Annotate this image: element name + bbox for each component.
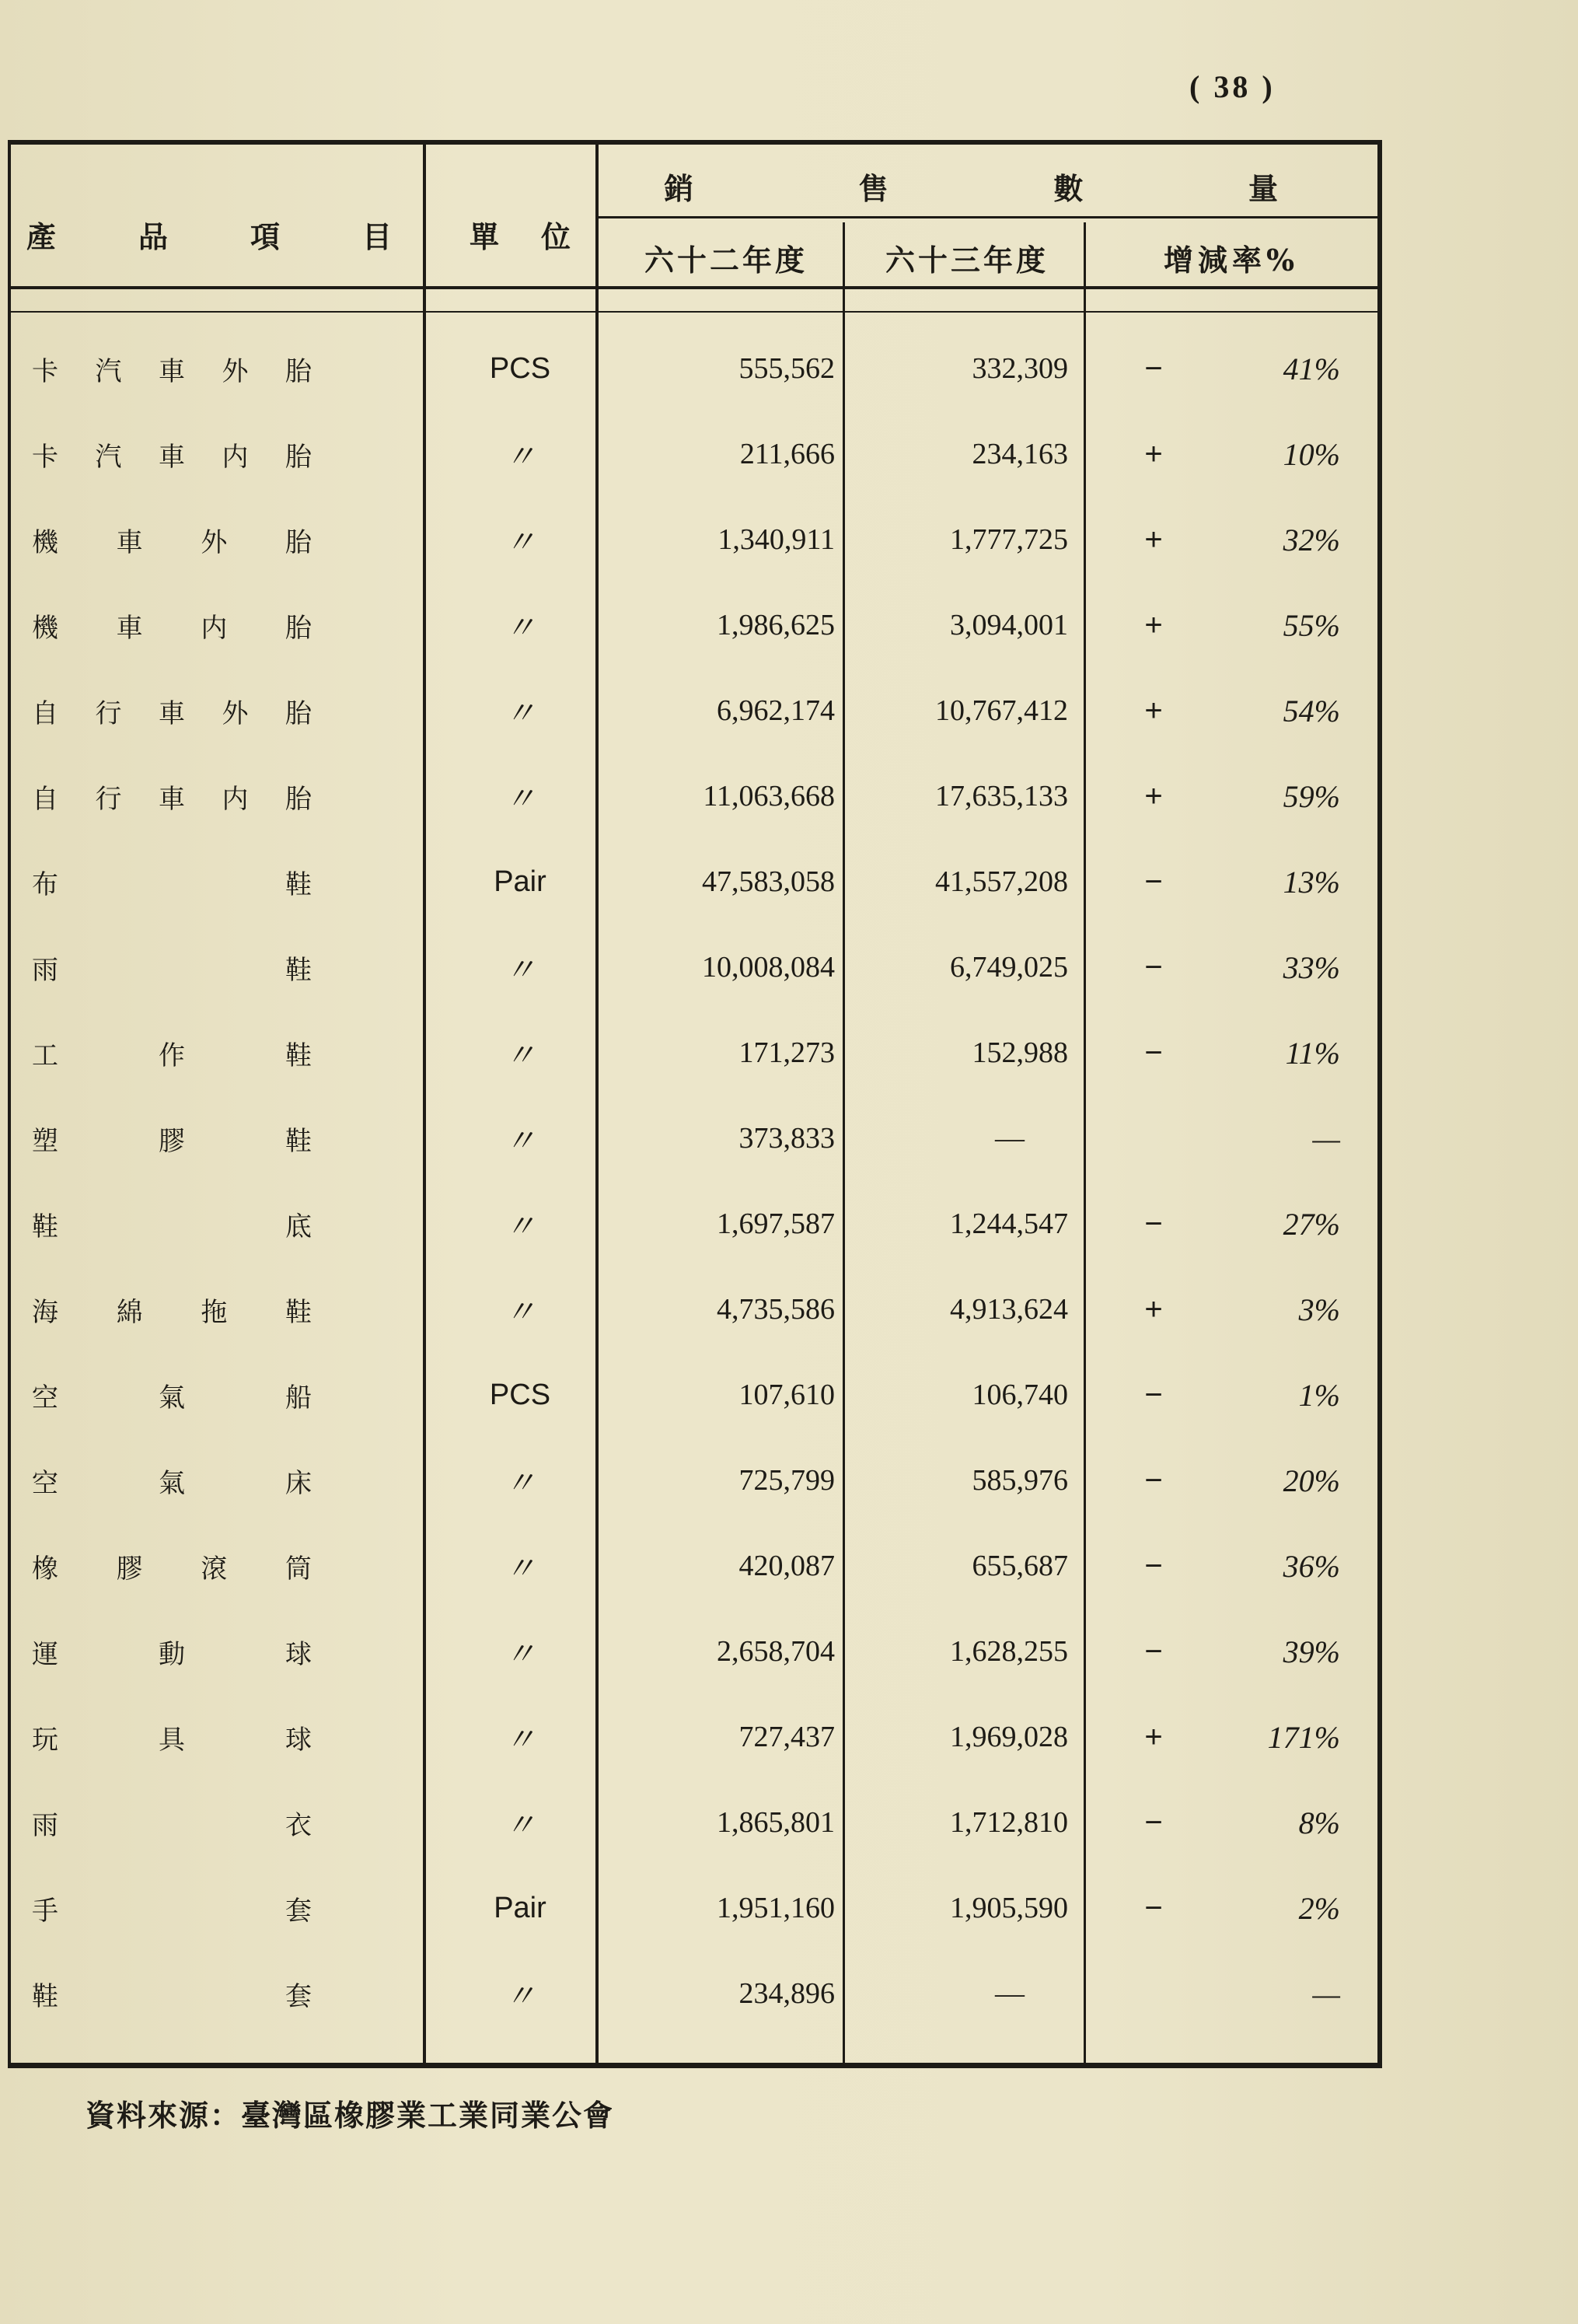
row-change-sign: − (1144, 864, 1163, 899)
header-product: 產 品 項 目 (26, 219, 392, 254)
row-product-name: 橡 膠 滾 筒 (32, 1553, 312, 1585)
header-bottom-line-2 (11, 311, 1377, 313)
row-unit: 〃 (504, 524, 536, 561)
row-unit: 〃 (504, 1807, 536, 1843)
row-sales-year62: 171,273 (738, 1036, 835, 1069)
row-sales-year63: 10,767,412 (935, 694, 1068, 727)
row-product-name: 工 作 鞋 (32, 1040, 312, 1071)
row-change-rate: 39% (1283, 1634, 1340, 1669)
row-sales-year62: 2,658,704 (717, 1635, 835, 1668)
row-change-rate: 54% (1283, 693, 1340, 729)
row-sales-year63: 152,988 (972, 1036, 1068, 1069)
row-sales-year63: 1,777,725 (950, 523, 1068, 556)
row-change-sign: − (1144, 1377, 1163, 1412)
row-change-rate: — (1312, 1976, 1340, 2011)
row-product-name: 自 行 車 外 胎 (32, 697, 312, 729)
row-sales-year62: 373,833 (738, 1122, 835, 1155)
row-change-sign (1122, 1115, 1185, 1162)
row-sales-year62: 47,583,058 (702, 865, 835, 898)
row-sales-year62: 727,437 (738, 1721, 835, 1753)
row-change-sign: + (1144, 1719, 1163, 1754)
row-product-name: 雨 鞋 (32, 954, 312, 986)
row-product-name: 塑 膠 鞋 (32, 1125, 312, 1157)
row-unit: 〃 (504, 695, 536, 732)
row-change-rate: 59% (1283, 778, 1340, 814)
row-sales-year62: 725,799 (738, 1464, 835, 1497)
col-divider-year62 (843, 222, 845, 2065)
row-sales-year63: — (995, 1977, 1025, 2010)
header-unit: 單 位 (470, 219, 571, 254)
row-sales-year63: 3,094,001 (950, 609, 1068, 641)
row-product-name: 機 車 内 胎 (32, 612, 312, 644)
row-change-rate: 20% (1283, 1463, 1340, 1498)
row-unit: 〃 (504, 1208, 536, 1245)
row-sales-year63: 332,309 (972, 352, 1068, 385)
row-change-sign: − (1144, 1035, 1163, 1070)
row-change-sign: + (1144, 436, 1163, 471)
row-sales-year63: 1,244,547 (950, 1207, 1068, 1240)
col-divider-product (423, 145, 426, 2063)
header-sales-quantity: 銷 售 數 量 (664, 171, 1278, 206)
row-change-sign: + (1144, 607, 1163, 642)
row-product-name: 手 套 (32, 1895, 312, 1927)
row-sales-year63: 655,687 (972, 1550, 1068, 1582)
source-note: 資料來源：臺灣區橡膠業工業同業公會 (86, 2098, 615, 2133)
row-sales-year62: 234,896 (738, 1977, 835, 2010)
row-change-rate: 55% (1283, 607, 1340, 643)
row-unit: Pair (494, 1891, 546, 1924)
row-change-sign (1122, 1970, 1185, 2017)
row-unit: 〃 (504, 1721, 536, 1758)
row-product-name: 運 動 球 (32, 1638, 312, 1670)
row-unit: 〃 (504, 1550, 536, 1587)
row-sales-year62: 1,986,625 (717, 609, 835, 641)
row-unit: 〃 (504, 1037, 536, 1074)
row-change-rate: — (1312, 1120, 1340, 1156)
row-change-rate: 8% (1298, 1805, 1340, 1840)
header-year62: 六十二年度 (644, 243, 808, 278)
row-change-sign: + (1144, 522, 1163, 557)
row-change-sign: − (1144, 1890, 1163, 1925)
row-unit: 〃 (504, 610, 536, 646)
sales-table (8, 140, 1382, 2068)
row-sales-year63: — (995, 1122, 1025, 1155)
row-change-sign: − (1144, 949, 1163, 984)
row-change-rate: 13% (1283, 864, 1340, 900)
row-product-name: 鞋 底 (32, 1211, 312, 1242)
row-change-sign: − (1144, 1548, 1163, 1583)
row-change-rate: 11% (1285, 1035, 1340, 1071)
row-sales-year63: 585,976 (972, 1464, 1068, 1497)
row-change-sign: + (1144, 693, 1163, 728)
row-sales-year62: 11,063,668 (703, 780, 835, 813)
row-sales-year62: 6,962,174 (717, 694, 835, 727)
row-sales-year63: 1,905,590 (950, 1892, 1068, 1924)
row-change-sign: − (1144, 1463, 1163, 1497)
row-change-sign: + (1144, 778, 1163, 813)
row-change-sign: − (1144, 1805, 1163, 1840)
row-sales-year63: 1,712,810 (950, 1806, 1068, 1839)
row-product-name: 雨 衣 (32, 1809, 312, 1841)
row-sales-year62: 1,697,587 (717, 1207, 835, 1240)
row-unit: 〃 (504, 952, 536, 988)
row-unit: Pair (494, 865, 546, 898)
row-sales-year63: 41,557,208 (935, 865, 1068, 898)
row-sales-year63: 234,163 (972, 438, 1068, 470)
row-change-sign: − (1144, 1634, 1163, 1669)
row-sales-year63: 6,749,025 (950, 951, 1068, 984)
row-product-name: 鞋 套 (32, 1980, 312, 2012)
row-product-name: 空 氣 船 (32, 1382, 312, 1414)
row-change-rate: 33% (1283, 949, 1340, 985)
row-sales-year63: 106,740 (972, 1379, 1068, 1411)
row-sales-year62: 211,666 (739, 438, 835, 470)
row-unit: 〃 (504, 439, 536, 475)
row-sales-year62: 1,340,911 (717, 523, 835, 556)
row-sales-year63: 4,913,624 (950, 1293, 1068, 1326)
row-sales-year63: 17,635,133 (935, 780, 1068, 813)
row-unit: 〃 (504, 1123, 536, 1159)
row-change-rate: 1% (1298, 1377, 1340, 1413)
row-change-rate: 27% (1283, 1206, 1340, 1242)
row-sales-year63: 1,628,255 (950, 1635, 1068, 1668)
header-change-rate: 增減率% (1163, 243, 1300, 278)
row-unit: 〃 (504, 1636, 536, 1672)
row-change-rate: 41% (1283, 351, 1340, 386)
header-year63: 六十三年度 (885, 243, 1049, 278)
row-unit: PCS (489, 1378, 551, 1411)
row-sales-year62: 4,735,586 (717, 1293, 835, 1326)
row-sales-year62: 555,562 (738, 352, 835, 385)
row-unit: 〃 (504, 781, 536, 817)
row-sales-year63: 1,969,028 (950, 1721, 1068, 1753)
row-change-rate: 32% (1283, 522, 1340, 557)
row-unit: 〃 (504, 1294, 536, 1330)
row-product-name: 布 鞋 (32, 868, 312, 900)
row-product-name: 海 綿 拖 鞋 (32, 1296, 312, 1328)
row-sales-year62: 107,610 (738, 1379, 835, 1411)
row-product-name: 機 車 外 胎 (32, 526, 312, 558)
row-product-name: 自 行 車 内 胎 (32, 783, 312, 815)
row-product-name: 卡 汽 車 外 胎 (32, 355, 312, 387)
row-change-rate: 171% (1267, 1719, 1340, 1755)
row-sales-year62: 1,951,160 (717, 1892, 835, 1924)
row-change-sign: − (1144, 1206, 1163, 1241)
row-product-name: 玩 具 球 (32, 1724, 312, 1756)
row-change-rate: 10% (1283, 436, 1340, 472)
row-unit: 〃 (504, 1465, 536, 1501)
header-bottom-line (11, 286, 1377, 289)
row-change-rate: 36% (1283, 1548, 1340, 1584)
row-product-name: 卡 汽 車 内 胎 (32, 441, 312, 473)
row-change-rate: 2% (1298, 1890, 1340, 1926)
row-unit: 〃 (504, 1978, 536, 2015)
row-sales-year62: 1,865,801 (717, 1806, 835, 1839)
row-change-sign: + (1144, 1291, 1163, 1326)
page-number: ( 38 ) (1189, 69, 1276, 104)
row-sales-year62: 10,008,084 (702, 951, 835, 984)
row-unit: PCS (489, 351, 551, 385)
row-sales-year62: 420,087 (738, 1550, 835, 1582)
row-change-sign: − (1144, 351, 1163, 386)
header-subdivider (595, 216, 1381, 218)
row-change-rate: 3% (1298, 1291, 1340, 1327)
row-product-name: 空 氣 床 (32, 1467, 312, 1499)
